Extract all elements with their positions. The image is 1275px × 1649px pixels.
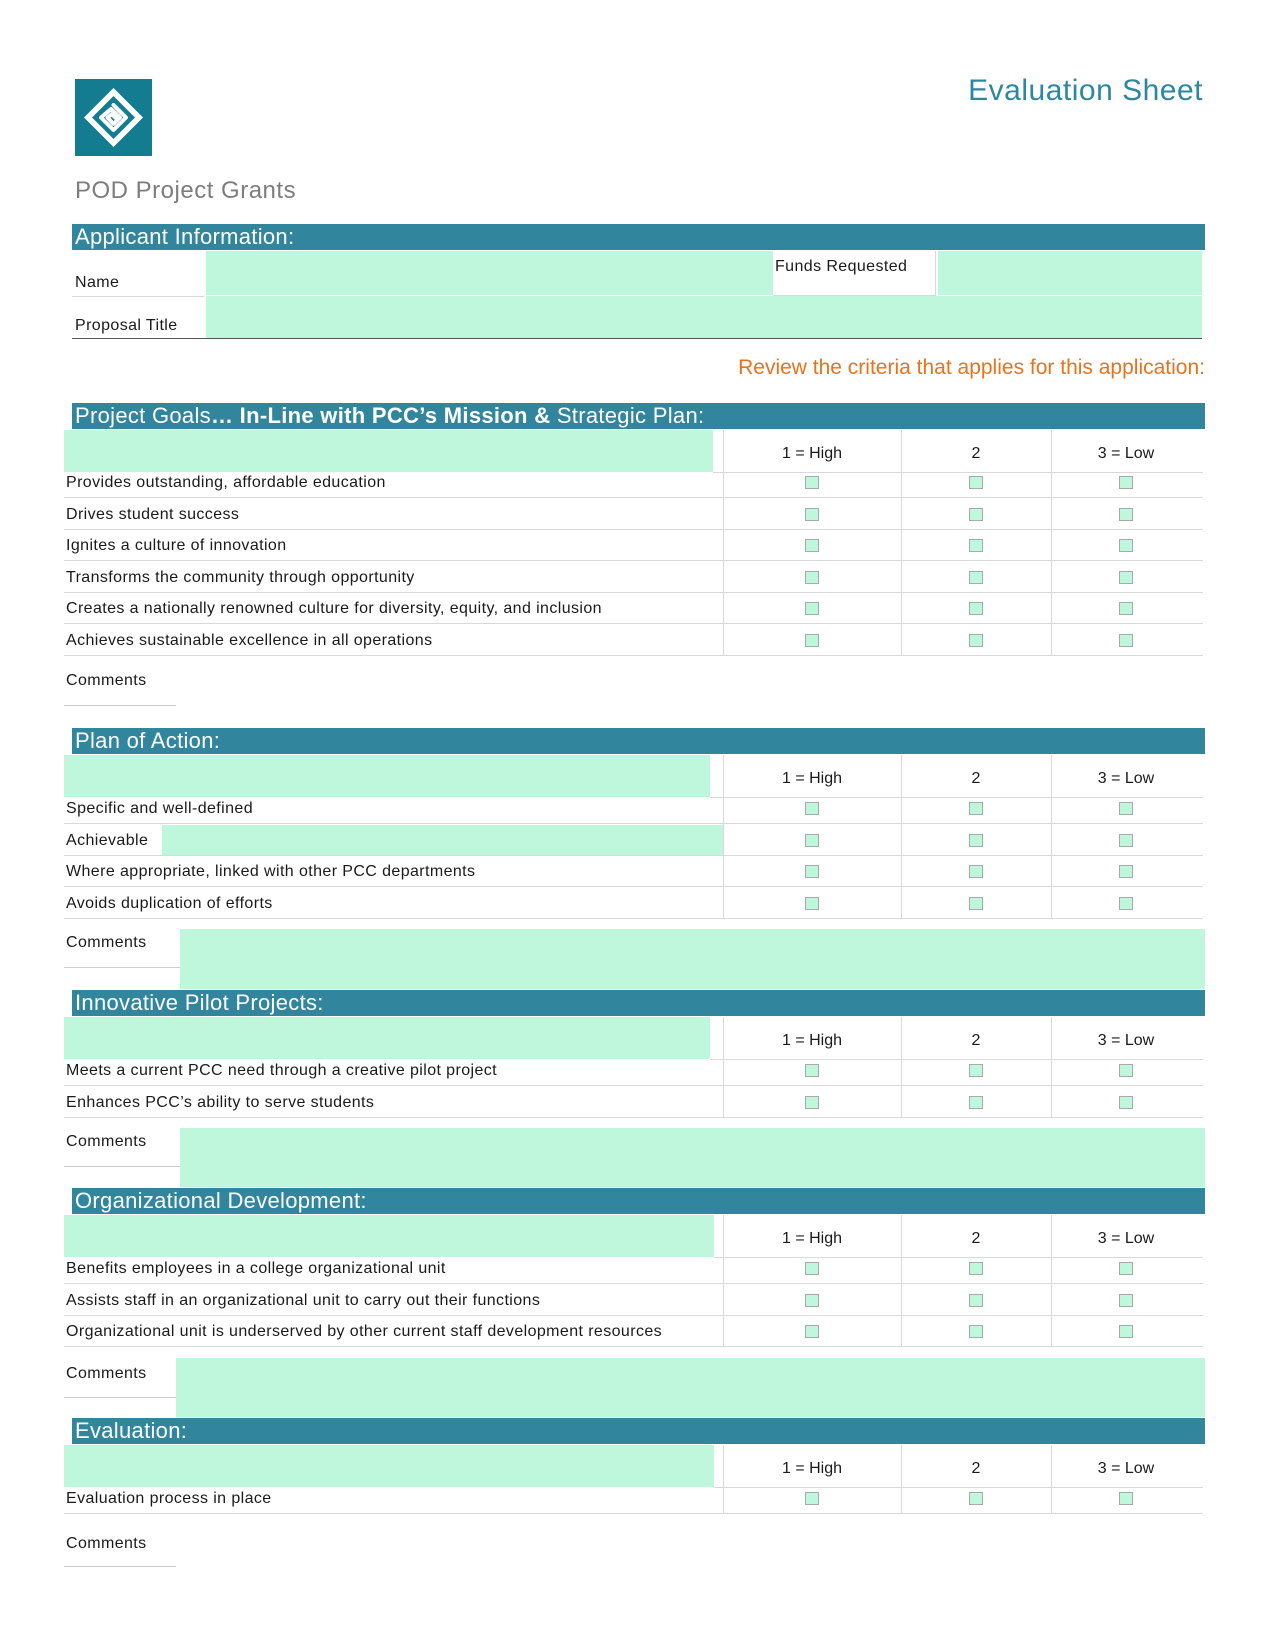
rating-1-checkbox[interactable] (805, 865, 819, 878)
criterion-note-input[interactable] (162, 825, 723, 855)
rating-1-checkbox[interactable] (805, 602, 819, 615)
rating-header: 2 (971, 1032, 981, 1049)
comments-input[interactable] (180, 1128, 1205, 1187)
rating-2-checkbox[interactable] (969, 802, 983, 815)
rating-3-checkbox[interactable] (1119, 602, 1133, 615)
rating-header: 3 = Low (1097, 1460, 1155, 1477)
section-notes-input[interactable] (64, 1017, 710, 1059)
spiral-diamond-icon (75, 79, 152, 156)
name-input[interactable] (206, 251, 773, 295)
rating-header: 3 = Low (1097, 1032, 1155, 1049)
rating-3-checkbox[interactable] (1119, 834, 1133, 847)
rating-header: 3 = Low (1097, 1230, 1155, 1247)
rating-1-checkbox[interactable] (805, 508, 819, 521)
rating-2-checkbox[interactable] (969, 1294, 983, 1307)
rating-header: 3 = Low (1097, 770, 1155, 787)
criterion-label: Creates a nationally renowned culture for diversity, equity, and inclusion (66, 600, 602, 618)
rating-3-checkbox[interactable] (1119, 802, 1133, 815)
rating-1-checkbox[interactable] (805, 1064, 819, 1077)
rating-3-checkbox[interactable] (1119, 539, 1133, 552)
rating-3-checkbox[interactable] (1119, 897, 1133, 910)
section-heading-part: Strategic Plan: (556, 403, 705, 428)
rating-2-checkbox[interactable] (969, 1064, 983, 1077)
comments-label: Comments (66, 672, 147, 689)
section-heading-part: Evaluation: (75, 1418, 188, 1443)
criterion-label: Avoids duplication of efforts (66, 894, 273, 912)
rating-1-checkbox[interactable] (805, 539, 819, 552)
rating-1-checkbox[interactable] (805, 571, 819, 584)
comments-label: Comments (66, 934, 147, 951)
rating-header: 2 (971, 1230, 981, 1247)
rating-1-checkbox[interactable] (805, 1492, 819, 1505)
rating-3-checkbox[interactable] (1119, 1294, 1133, 1307)
review-instruction: Review the criteria that applies for this application: (738, 356, 1205, 379)
rating-2-checkbox[interactable] (969, 634, 983, 647)
funds-requested-input[interactable] (938, 251, 1202, 295)
rating-2-checkbox[interactable] (969, 865, 983, 878)
rating-1-checkbox[interactable] (805, 1096, 819, 1109)
rating-1-checkbox[interactable] (805, 897, 819, 910)
criterion-label: Meets a current PCC need through a creative pilot project (66, 1062, 498, 1079)
criterion-label: Achieves sustainable excellence in all operations (66, 632, 433, 649)
rating-1-checkbox[interactable] (805, 834, 819, 847)
rating-header: 1 = High (781, 1230, 843, 1247)
criterion-label: Organizational unit is underserved by other current staff development resources (66, 1323, 663, 1341)
rating-3-checkbox[interactable] (1119, 1492, 1133, 1505)
rating-3-checkbox[interactable] (1119, 476, 1133, 489)
rating-2-checkbox[interactable] (969, 1325, 983, 1338)
section-heading-part: Plan of Action: (75, 728, 221, 753)
funds-requested-label: Funds Requested (775, 258, 908, 275)
rating-1-checkbox[interactable] (805, 634, 819, 647)
organization-logo (75, 79, 152, 156)
rating-3-checkbox[interactable] (1119, 1262, 1133, 1275)
rating-header: 1 = High (781, 1032, 843, 1049)
rating-2-checkbox[interactable] (969, 1262, 983, 1275)
rating-2-checkbox[interactable] (969, 897, 983, 910)
rating-3-checkbox[interactable] (1119, 571, 1133, 584)
rating-3-checkbox[interactable] (1119, 634, 1133, 647)
section-heading (72, 990, 1205, 1016)
rating-header: 1 = High (781, 445, 843, 462)
rating-2-checkbox[interactable] (969, 539, 983, 552)
criterion-label: Evaluation process in place (66, 1490, 272, 1507)
rating-header: 2 (971, 770, 981, 787)
criterion-label: Specific and well-defined (66, 800, 253, 817)
section-heading (72, 728, 1205, 754)
section-heading-part: Project Goals (75, 403, 211, 428)
criterion-label: Enhances PCC’s ability to serve students (66, 1093, 375, 1111)
rating-1-checkbox[interactable] (805, 476, 819, 489)
name-label: Name (75, 274, 120, 291)
rating-3-checkbox[interactable] (1119, 865, 1133, 878)
proposal-title-label: Proposal Title (75, 317, 178, 334)
applicant-info-heading: Applicant Information: (72, 224, 1205, 250)
rating-header: 1 = High (781, 1460, 843, 1477)
comments-input[interactable] (180, 929, 1205, 989)
rating-1-checkbox[interactable] (805, 802, 819, 815)
rating-2-checkbox[interactable] (969, 1492, 983, 1505)
rating-header: 2 (971, 1460, 981, 1477)
section-heading-part: Innovative Pilot Projects: (75, 990, 324, 1015)
criterion-label: Achievable (66, 831, 149, 849)
rating-2-checkbox[interactable] (969, 1096, 983, 1109)
rating-3-checkbox[interactable] (1119, 1096, 1133, 1109)
rating-header: 2 (971, 445, 981, 462)
rating-3-checkbox[interactable] (1119, 1325, 1133, 1338)
rating-2-checkbox[interactable] (969, 834, 983, 847)
comments-label: Comments (66, 1365, 147, 1382)
section-heading (72, 403, 1205, 429)
criterion-label: Assists staff in an organizational unit to carry out their functions (66, 1291, 541, 1309)
section-heading-part: … In-Line with PCC’s Mission & (210, 403, 557, 428)
section-notes-input[interactable] (64, 1445, 714, 1487)
section-notes-input[interactable] (64, 755, 710, 797)
rating-2-checkbox[interactable] (969, 476, 983, 489)
rating-3-checkbox[interactable] (1119, 508, 1133, 521)
criterion-label: Provides outstanding, affordable education (66, 474, 386, 491)
proposal-title-input[interactable] (206, 296, 1202, 338)
section-notes-input[interactable] (64, 430, 713, 472)
document-title: Evaluation Sheet (968, 74, 1203, 107)
criterion-label: Transforms the community through opportunity (66, 568, 415, 586)
criterion-label: Where appropriate, linked with other PCC departments (66, 863, 476, 881)
comments-label: Comments (66, 1535, 147, 1552)
section-heading-part: Organizational Development: (75, 1188, 367, 1213)
criterion-label: Ignites a culture of innovation (66, 537, 287, 555)
rating-2-checkbox[interactable] (969, 508, 983, 521)
section-heading (72, 1188, 1205, 1214)
rating-1-checkbox[interactable] (805, 1325, 819, 1338)
criterion-label: Drives student success (66, 505, 240, 523)
rating-header: 1 = High (781, 770, 843, 787)
criterion-label: Benefits employees in a college organizational unit (66, 1260, 446, 1277)
rating-2-checkbox[interactable] (969, 571, 983, 584)
rating-header: 3 = Low (1097, 445, 1155, 462)
comments-input[interactable] (176, 1358, 1205, 1417)
rating-1-checkbox[interactable] (805, 1262, 819, 1275)
rating-3-checkbox[interactable] (1119, 1064, 1133, 1077)
section-heading (72, 1418, 1205, 1444)
rating-2-checkbox[interactable] (969, 602, 983, 615)
comments-label: Comments (66, 1133, 147, 1150)
section-notes-input[interactable] (64, 1215, 714, 1257)
rating-1-checkbox[interactable] (805, 1294, 819, 1307)
organization-name: POD Project Grants (75, 177, 297, 204)
